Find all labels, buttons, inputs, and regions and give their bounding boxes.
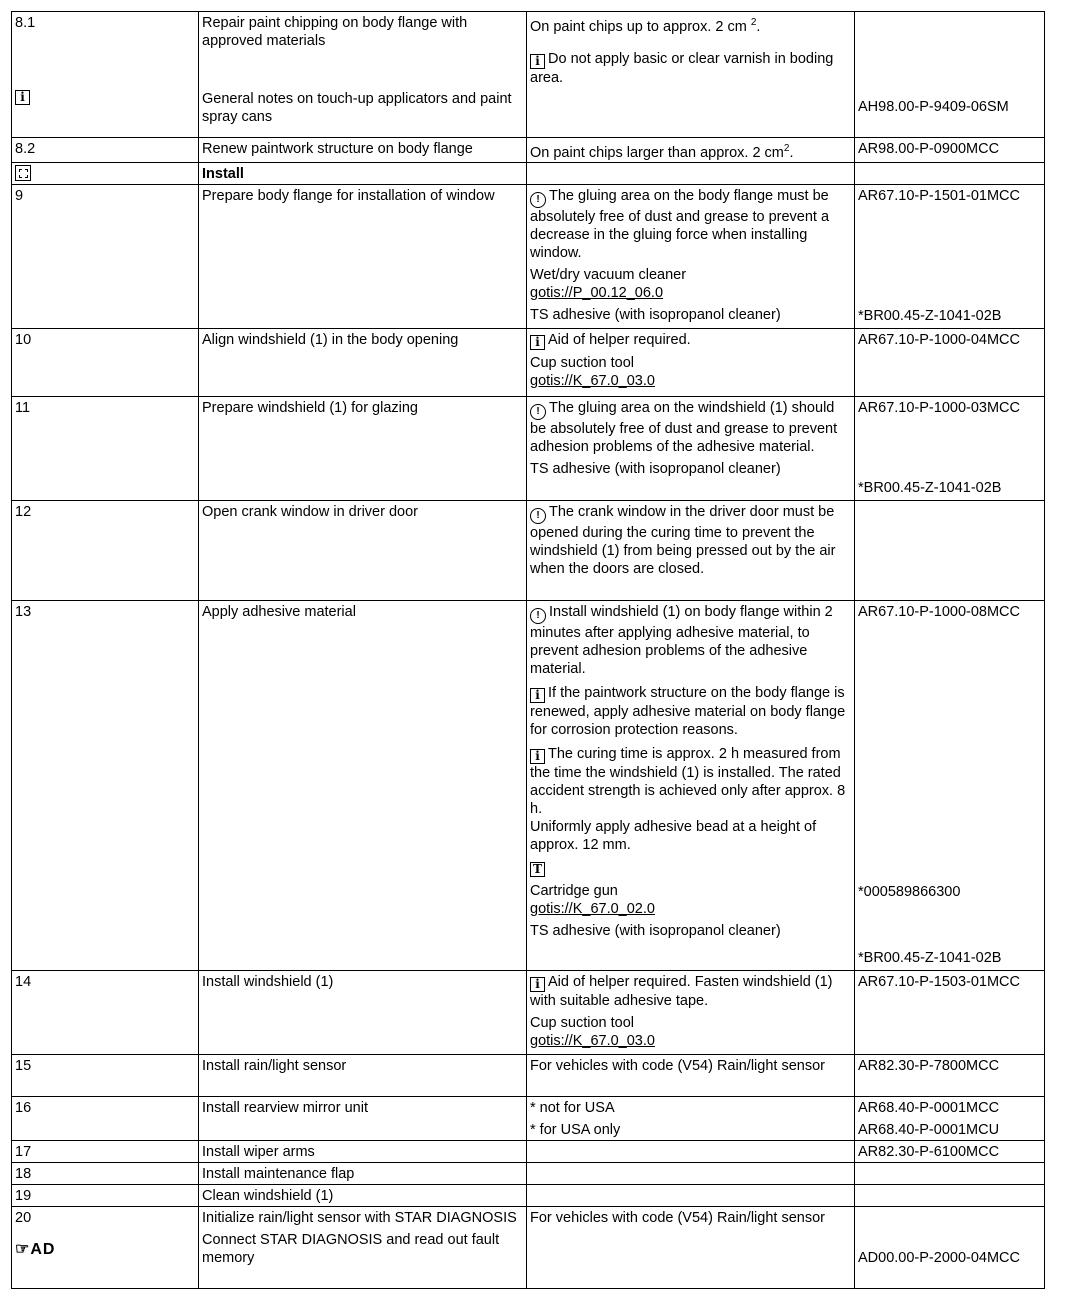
table-row	[12, 1096, 1045, 1140]
section-heading: Install	[202, 165, 244, 182]
info-icon: i	[530, 335, 545, 350]
table-row	[12, 396, 1045, 500]
note-text: Do not apply basic or clear varnish in boding area.	[530, 50, 834, 86]
action-text: Apply adhesive material	[202, 603, 356, 620]
step-number: 12	[15, 503, 32, 520]
action-text: Clean windshield (1)	[202, 1187, 334, 1204]
table-row	[12, 184, 1045, 328]
install-icon	[15, 165, 31, 181]
action-text: Initialize rain/light sensor with STAR DIAGNOSIS	[202, 1209, 517, 1226]
caution-icon: !	[530, 508, 546, 524]
action-text: Align windshield (1) in the body opening	[202, 331, 459, 348]
info-icon: i	[530, 977, 545, 992]
part-number[interactable]: *000589866300	[858, 883, 961, 900]
reference-link[interactable]: AR67.10-P-1000-04MCC	[858, 331, 1020, 348]
reference-link[interactable]: AR67.10-P-1000-08MCC	[858, 603, 1020, 620]
action-text: Repair paint chipping on body flange with approved materials	[202, 15, 468, 49]
action-note: General notes on touch-up applicators and paint spray cans	[202, 91, 512, 125]
tool-icon: T	[530, 862, 545, 877]
table-row	[12, 970, 1045, 1054]
step-number: 8.1	[15, 15, 36, 31]
table-row	[12, 1054, 1045, 1096]
table-row	[12, 1162, 1045, 1184]
action-text: Prepare body flange for installation of window	[202, 187, 495, 204]
reference-link[interactable]: AR67.10-P-1000-03MCC	[858, 399, 1020, 416]
step-number: 16	[15, 1099, 32, 1116]
tool-link[interactable]: gotis://K_67.0_03.0	[530, 372, 655, 389]
note-text: Aid of helper required. Fasten windshield (1) with suitable adhesive tape.	[530, 973, 833, 1009]
tool-name: Cartridge gun	[530, 882, 618, 899]
action-text: Open crank window in driver door	[202, 503, 418, 520]
reference-link[interactable]: AH98.00-P-9409-06SM	[858, 99, 1009, 115]
step-number: 14	[15, 973, 32, 990]
step-number: 19	[15, 1187, 32, 1204]
table-row	[12, 1184, 1045, 1206]
caution-icon: !	[530, 608, 546, 624]
step-number: 13	[15, 603, 32, 620]
step-number: 17	[15, 1143, 32, 1160]
note-text: * for USA only	[530, 1121, 621, 1138]
note-text: Install windshield (1) on body flange within 2 minutes after applying adhesive material, to prevent adhesion problems of the adhesive material.	[530, 603, 833, 677]
table-row	[12, 1206, 1045, 1288]
action-text: Renew paintwork structure on body flange	[202, 141, 473, 157]
reference-link[interactable]: AR98.00-P-0900MCC	[858, 141, 1000, 157]
action-text: Install rearview mirror unit	[202, 1099, 368, 1116]
action-text: Install maintenance flap	[202, 1165, 355, 1182]
part-number[interactable]: *BR00.45-Z-1041-02B	[858, 307, 1002, 324]
reference-link[interactable]: AD00.00-P-2000-04MCC	[858, 1249, 1020, 1266]
step-number: 20	[15, 1209, 32, 1226]
tool-name: Wet/dry vacuum cleaner	[530, 266, 687, 283]
step-number: 10	[15, 331, 32, 348]
reference-link[interactable]: AR82.30-P-6100MCC	[858, 1143, 1000, 1160]
action-text: Install wiper arms	[202, 1143, 315, 1160]
step-number: 9	[15, 187, 24, 204]
note-text: The gluing area on the body flange must be absolutely free of dust and grease to prevent a decrease in the gluing force when installing window.	[530, 187, 830, 261]
reference-link[interactable]: AR68.40-P-0001MCC	[858, 1099, 1000, 1116]
reference-link[interactable]: AR67.10-P-1503-01MCC	[858, 973, 1020, 990]
superscript: 2	[783, 143, 790, 154]
action-note: Connect STAR DIAGNOSIS and read out fault memory	[202, 1231, 500, 1266]
step-number: 11	[15, 399, 31, 416]
note-text: Uniformly apply adhesive bead at a height of approx. 12 mm.	[530, 818, 817, 853]
action-cell	[199, 12, 527, 138]
table-row	[12, 162, 1045, 184]
reference-link[interactable]: AR68.40-P-0001MCU	[858, 1121, 1000, 1138]
info-icon: i	[15, 90, 30, 105]
action-text: Install windshield (1)	[202, 973, 334, 990]
tool-link[interactable]: gotis://P_00.12_06.0	[530, 284, 664, 301]
part-number[interactable]: *BR00.45-Z-1041-02B	[858, 479, 1002, 496]
material-name: TS adhesive (with isopropanol cleaner)	[530, 306, 781, 323]
reference-link[interactable]: AR82.30-P-7800MCC	[858, 1057, 1000, 1074]
table-row: 8.2 Renew paintwork structure on body flange On paint chips larger than approx. 2 $cm^2$. AR98.00-P-0900MCC	[12, 138, 1045, 163]
action-text: Prepare windshield (1) for glazing	[202, 399, 418, 416]
tool-link[interactable]: gotis://K_67.0_03.0	[530, 1032, 655, 1049]
tool-name: Cup suction tool	[530, 354, 634, 371]
note-text: * not for USA	[530, 1099, 615, 1116]
table-row	[12, 600, 1045, 970]
info-icon: i	[530, 688, 545, 703]
table-row	[12, 12, 1045, 138]
note-text: For vehicles with code (V54) Rain/light sensor	[530, 1209, 825, 1226]
superscript: 2	[750, 17, 757, 28]
note-text: If the paintwork structure on the body flange is renewed, apply adhesive material on body flange for corrosion protection reasons.	[530, 684, 846, 738]
tool-name: Cup suction tool	[530, 1014, 634, 1031]
table-row	[12, 1140, 1045, 1162]
step-number: 8.2	[15, 141, 36, 157]
info-icon: i	[530, 749, 545, 764]
note-text: On paint chips up to approx. 2 cm	[530, 18, 747, 35]
table-row	[12, 500, 1045, 600]
tool-link[interactable]: gotis://K_67.0_02.0	[530, 900, 655, 917]
note-text: For vehicles with code (V54) Rain/light sensor	[530, 1057, 825, 1074]
part-number[interactable]: *BR00.45-Z-1041-02B	[858, 949, 1002, 966]
procedure-table	[11, 11, 1045, 1289]
table-row	[12, 328, 1045, 396]
reference-link[interactable]: AR67.10-P-1501-01MCC	[858, 187, 1020, 204]
hand-pointer-icon: ☞	[15, 1240, 31, 1258]
step-cell	[12, 12, 199, 138]
info-icon: i	[530, 54, 545, 69]
note-text: Aid of helper required.	[548, 331, 691, 348]
diagnosis-label: AD	[30, 1240, 56, 1258]
step-number: 18	[15, 1165, 32, 1182]
note-text: The curing time is approx. 2 h measured from the time the windshield (1) is installed. The rated accident strength is achieved only after approx. 8 h.	[530, 745, 846, 817]
material-name: TS adhesive (with isopropanol cleaner)	[530, 460, 781, 477]
material-name: TS adhesive (with isopropanol cleaner)	[530, 922, 781, 939]
step-number: 15	[15, 1057, 32, 1074]
caution-icon: !	[530, 404, 546, 420]
action-text: Install rain/light sensor	[202, 1057, 347, 1074]
caution-icon: !	[530, 192, 546, 208]
note-text: The gluing area on the windshield (1) should be absolutely free of dust and grease to prevent adhesion problems of the adhesive material.	[530, 399, 838, 455]
reference-cell	[855, 12, 1045, 138]
note-text: The crank window in the driver door must be opened during the curing time to prevent the windshield (1) from being pressed out by the air when the doors are closed.	[530, 503, 836, 577]
note-text: On paint chips larger than approx. 2 cm	[530, 144, 784, 161]
notes-cell: On paint chips up to approx. 2 cm $^2$. i Do not apply basic or clear varnish in boding area.	[527, 12, 855, 138]
